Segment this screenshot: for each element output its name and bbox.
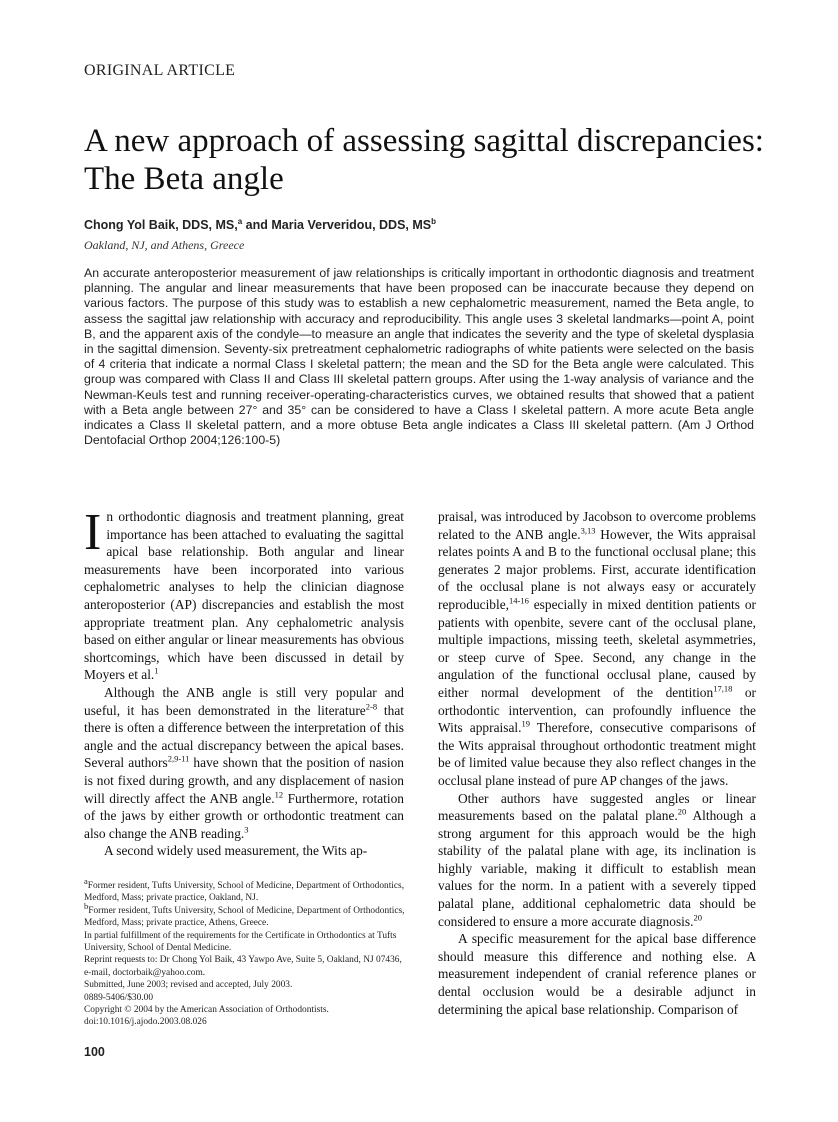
- abstract: An accurate anteroposterior measurement of jaw relationships is critically important in orthodontic diagnosis and treatment planning. The angular and linear measurements that have been proposed can be inaccurate because they depend on various factors. The purpose of this study was to establish a new cephalometric measurement, named the Beta angle, to assess the sagittal jaw relationship with accuracy and reproducibility. This angle uses 3 skeletal landmarks—point A, point B, and the apparent axis of the condyle—to measure an angle that indicates the severity and the type of skeletal dysplasia in the sagittal dimension. Seventy-six pretreatment cephalometric radiographs of white patients were selected on the basis of 4 criteria that indicate a normal Class I skeletal pattern; the mean and the SD for the Beta angle were calculated. This group was compared with Class II and Class III skeletal pattern groups. After using the 1-way analysis of variance and the Newman-Keuls test and running receiver-operating-characteristics curves, we obtained results that showed that a patient with a Beta angle between 27° and 35° can be considered to have a Class I skeletal pattern. A more acute Beta angle indicates a Class II skeletal pattern, and a more obtuse Beta angle indicates a Class III skeletal pattern. (Am J Orthod Dentofacial Orthop 2004;126:100-5): [84, 266, 754, 448]
- paragraph-text: or orthodontic intervention, can profoundly influence the Wits appraisal.: [438, 684, 756, 736]
- author-name: Chong Yol Baik, DDS, MS,: [84, 218, 238, 232]
- footnote: [84, 900, 406, 930]
- section-label: ORIGINAL ARTICLE: [84, 62, 236, 79]
- article-title: A new approach of assessing sagittal discrepancies: The Beta angle: [84, 123, 764, 197]
- footnote: Copyright © 2004 by the American Association of Orthodontists.: [84, 1005, 329, 1016]
- footnote: Reprint requests to: Dr Chong Yol Baik, 43 Yawpo Ave, Suite 5, Oakland, NJ 07436, e-mail, doctorbaik@yahoo.com.: [84, 955, 402, 978]
- paragraph-text: praisal, was introduced by Jacobson to overcome problems related to the ANB angle.: [438, 509, 756, 542]
- citation: 14-16: [509, 595, 529, 606]
- paragraph-text: Therefore, consecutive comparisons of the Wits appraisal throughout orthodontic treatment might be of limited value because they also reflect changes in the occlusal plane instead of pure AP changes of the jaws.: [438, 720, 757, 788]
- paragraph: A specific measurement for the apical base difference should measure this difference and nothing else. A measurement independent of cranial reference planes or dental occlusion would be a desirable adjunct in determining the apical base relationship. Comparison of: [438, 931, 756, 1017]
- paragraph-text: that there is often a difference between the interpretation of this angle and the actual discrepancy between the apical bases. Several authors: [84, 702, 404, 771]
- footnote-text: Former resident, Tufts University, School of Medicine, Department of Orthodontics, Medford, Mass; private practice, Oakland, NJ.: [84, 881, 405, 904]
- footnote: In partial fulfillment of the requirements for the Certificate in Orthodontics at Tufts University, School of Dental Medicine.: [84, 930, 397, 954]
- footnote: Submitted, June 2003; revised and accepted, July 2003.: [84, 980, 293, 991]
- footnote: 0889-5406/$30.00: [84, 992, 154, 1003]
- paragraph-text: Furthermore, rotation of the jaws by either growth or orthodontic treatment can also change the ANB reading.: [84, 790, 404, 841]
- author-conjunction: and: [242, 218, 272, 232]
- paragraph-text: Other authors have suggested angles or linear measurements based on the palatal plane.: [438, 790, 756, 824]
- left-column: [84, 504, 405, 860]
- footnote-text: Former resident, Tufts University, School of Medicine, Department of Orthodontics, Medford, Mass; private practice, Athens, Greece.: [84, 905, 405, 929]
- footnote-marker: a: [84, 875, 88, 886]
- paragraph-text: Although the ANB angle is still very popular and useful, it has been demonstrated in the literature: [84, 684, 404, 718]
- citation: 3,13: [580, 525, 596, 536]
- affiliation: Oakland, NJ, and Athens, Greece: [84, 238, 245, 252]
- paragraph-text: especially in mixed dentition patients or patients with openbite, severe cant of the occlusal plane, multiple impactions, missing teeth, skeletal asymmetries, or steep curve of Spee. Second, any change in the angulation of the functional occlusal plane, caused by either normal development of the dentition: [438, 596, 756, 700]
- author-name: Maria Ververidou, DDS, MS: [271, 218, 432, 232]
- paragraph-text: However, the Wits appraisal relates points A and B to the functional occlusal plane; this generates 2 major problems. First, accurate identification of the occlusal plane is not always easy or accurately reproducible,: [438, 526, 756, 612]
- citation: 3: [244, 824, 249, 835]
- paragraph: A second widely used measurement, the Wits ap-: [104, 843, 368, 859]
- author-line: [84, 218, 436, 232]
- citation: 20: [677, 806, 687, 817]
- paragraph-text: n orthodontic diagnosis and treatment planning, great importance has been attached to evaluating the sagittal apical base relationship. Both angular and linear measurements have been incorporated into various cephalometric analyses to help the clinician diagnose anteroposterior (AP) discrepancies and establish the most appropriate treatment plan. Any cephalometric analysis based on either angular or linear measurements has obvious shortcomings, which have been discussed in detail by Moyers et al.: [84, 509, 404, 683]
- paragraph: [438, 790, 756, 931]
- drop-cap: I: [84, 504, 102, 561]
- footnote-marker: b: [84, 900, 89, 911]
- affiliation-marker: b: [431, 216, 437, 226]
- citation: 12: [274, 789, 284, 800]
- right-column: [438, 508, 756, 1018]
- paragraph: [84, 504, 404, 684]
- footnote: [84, 875, 406, 905]
- paragraph: [438, 508, 756, 790]
- affiliation-marker: a: [237, 216, 243, 226]
- citation: 19: [521, 718, 530, 729]
- footnotes: [84, 875, 406, 1029]
- page-number: 100: [84, 1045, 105, 1059]
- citation: 2-8: [365, 701, 378, 712]
- citation: 20: [693, 912, 702, 923]
- citation: 17,18: [713, 683, 733, 694]
- paragraph-text: Although a strong argument for this approach would be the high stability of the palatal plane with age, its inclination is highly variable, making it difficult to establish mean values for the norm. In a patient with a severely tipped palatal plane, additional cephalometric data should be considered to ensure a more accurate diagnosis.: [438, 808, 756, 929]
- doi: doi:10.1016/j.ajodo.2003.08.026: [84, 1017, 207, 1028]
- paragraph-text: have shown that the position of nasion is not fixed during growth, and any displacement of nasion will directly affect the ANB angle.: [84, 755, 405, 806]
- citation: 1: [154, 665, 159, 676]
- paragraph: [84, 684, 404, 842]
- citation: 2,9-11: [167, 753, 190, 764]
